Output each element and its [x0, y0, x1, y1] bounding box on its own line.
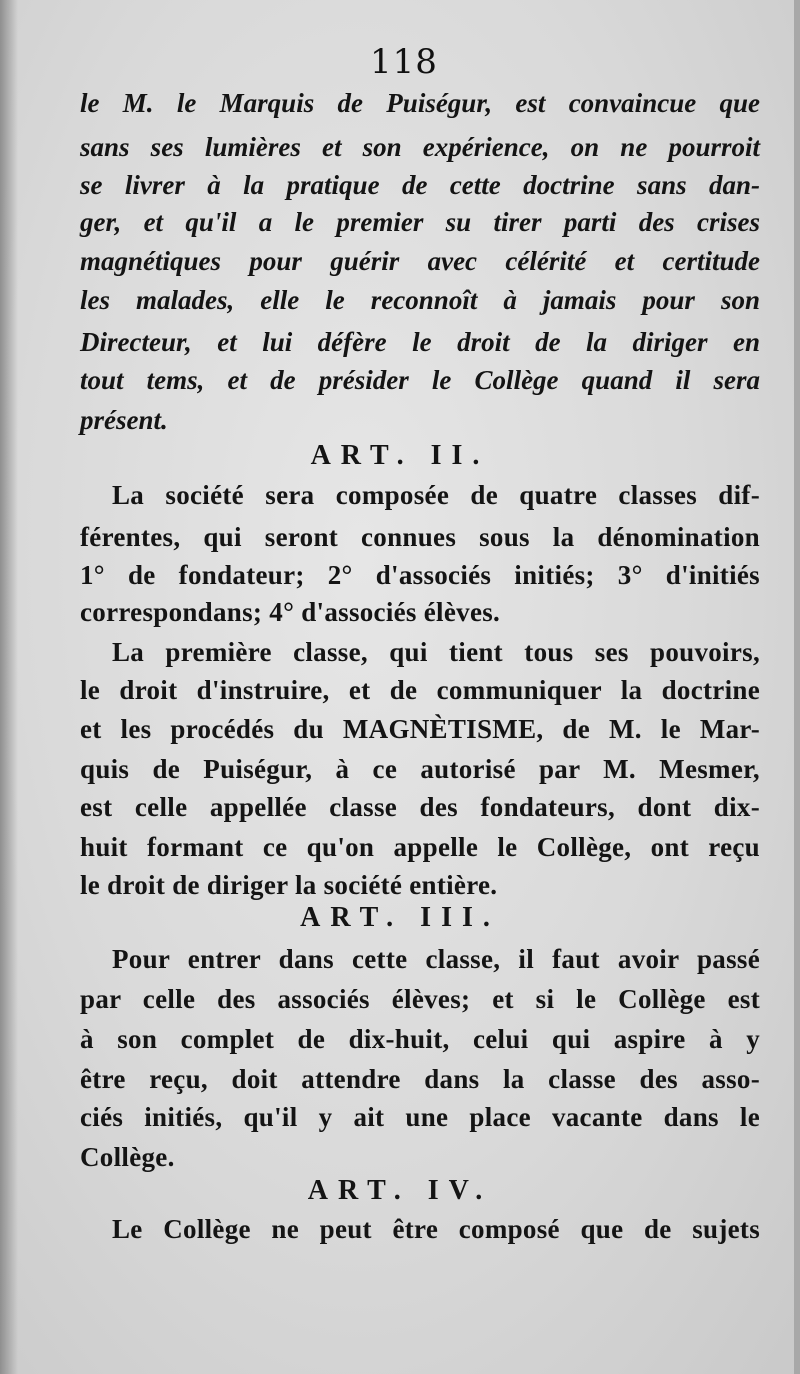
text-line: férentes, qui seront connues sous la dénomination: [80, 522, 760, 552]
text-line: ger, et qu'il a le premier su tirer parti des crises: [80, 207, 760, 237]
article-heading: ART. IV.: [307, 1175, 493, 1206]
text-line: à son complet de dix-huit, celui qui aspire à y: [80, 1024, 760, 1054]
text-line: Directeur, et lui défère le droit de la diriger en: [80, 327, 760, 357]
article-heading: ART. II.: [310, 440, 490, 471]
text-line: huit formant ce qu'on appelle le Collège, ont reçu: [80, 832, 760, 862]
article-heading: ART. III.: [300, 902, 500, 933]
text-line: La première classe, qui tient tous ses pouvoirs,: [112, 637, 760, 667]
text-line: les malades, elle le reconnoît à jamais pour son: [80, 285, 760, 315]
text-line: magnétiques pour guérir avec célérité et certitude: [80, 246, 760, 276]
text-line: Collège.: [80, 1142, 175, 1172]
text-line: le M. le Marquis de Puiségur, est convaincue que: [80, 88, 760, 118]
text-line: 1° de fondateur; 2° d'associés initiés; 3° d'initiés: [80, 560, 760, 590]
text-line: Le Collège ne peut être composé que de sujets: [112, 1214, 760, 1244]
text-line: être reçu, doit attendre dans la classe des asso-: [80, 1064, 760, 1094]
text-line: La société sera composée de quatre classes dif-: [112, 480, 760, 510]
text-line: Pour entrer dans cette classe, il faut avoir passé: [112, 944, 760, 974]
text-line: le droit d'instruire, et de communiquer la doctrine: [80, 675, 760, 705]
text-line: présent.: [80, 405, 168, 435]
text-line: correspondans; 4° d'associés élèves.: [80, 597, 501, 627]
text-line: le droit de diriger la société entière.: [80, 870, 498, 900]
page-number: 118: [370, 42, 438, 82]
binding-shadow: [0, 0, 18, 1374]
text-line: par celle des associés élèves; et si le Collège est: [80, 984, 760, 1014]
text-line: ciés initiés, qu'il y ait une place vacante dans le: [80, 1102, 760, 1132]
page-edge: [794, 0, 800, 1374]
text-line: est celle appellée classe des fondateurs, dont dix-: [80, 792, 760, 822]
text-line: se livrer à la pratique de cette doctrine sans dan-: [80, 170, 760, 200]
text-line: quis de Puiségur, à ce autorisé par M. Mesmer,: [80, 754, 760, 784]
text-line: tout tems, et de présider le Collège quand il sera: [80, 365, 760, 395]
text-line: et les procédés du MAGNÈTISME, de M. le Mar-: [80, 714, 760, 744]
text-line: sans ses lumières et son expérience, on ne pourroit: [80, 132, 760, 162]
